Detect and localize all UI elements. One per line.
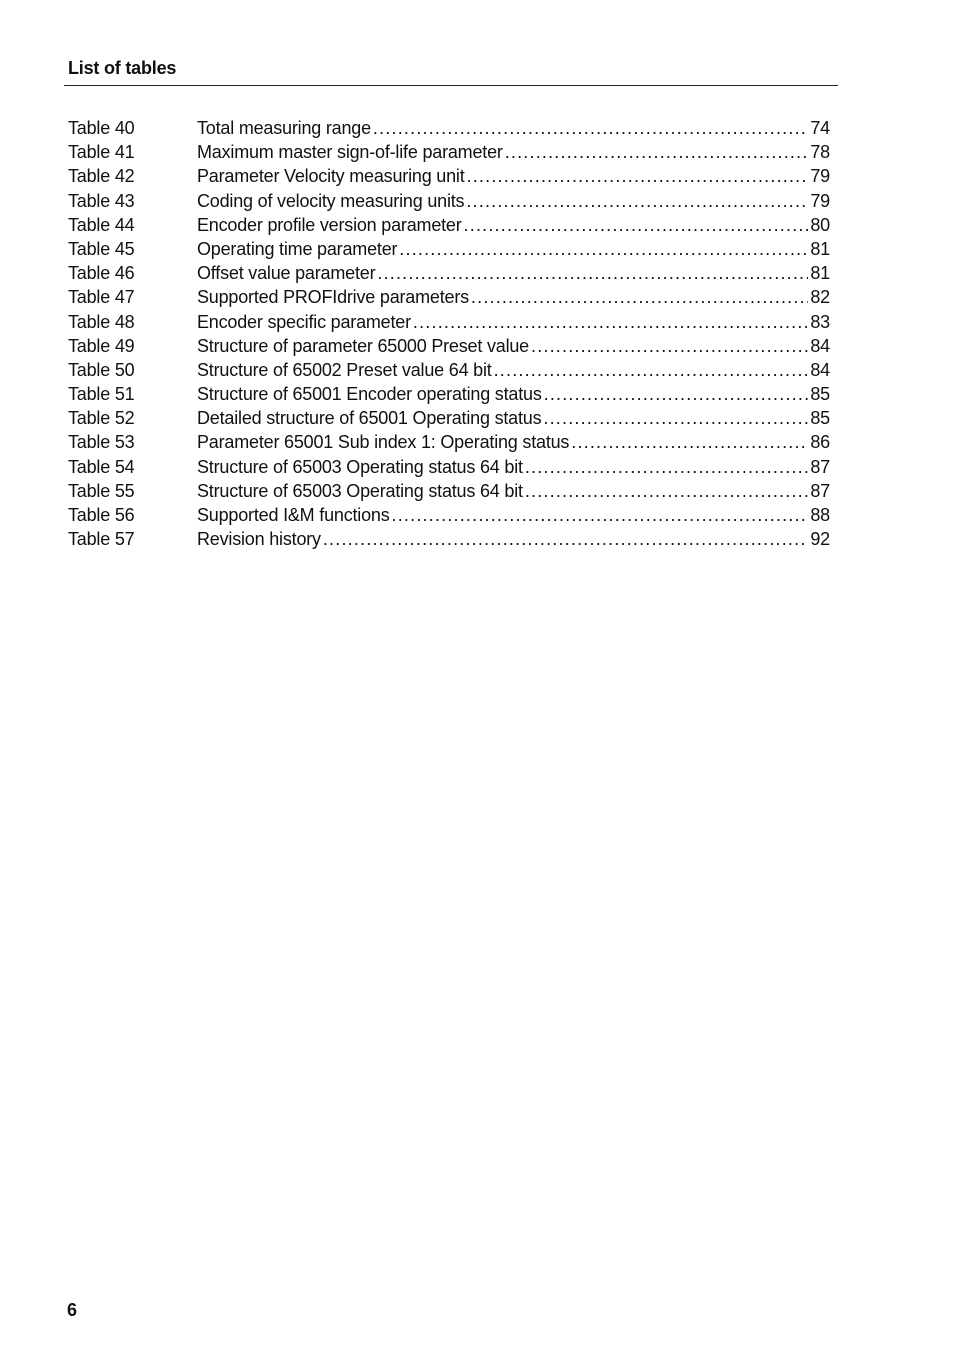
table-number: Table 55 [68, 480, 135, 501]
section-heading: List of tables [68, 58, 177, 78]
list-item[interactable] [68, 527, 830, 551]
dot-leader [464, 213, 808, 237]
table-number: Table 46 [68, 263, 135, 284]
table-title: Structure of 65003 Operating status 64 bit [197, 480, 523, 501]
dot-leader [494, 358, 808, 382]
list-item[interactable] [68, 310, 830, 334]
page-reference: 84 [810, 359, 830, 380]
page-reference: 86 [810, 432, 830, 453]
dot-leader [471, 285, 808, 309]
table-number: Table 45 [68, 238, 135, 259]
table-number: Table 51 [68, 384, 135, 405]
list-item[interactable] [68, 261, 830, 285]
list-item[interactable] [68, 503, 830, 527]
list-item[interactable] [68, 116, 830, 140]
list-item[interactable] [68, 406, 830, 430]
list-item[interactable] [68, 430, 830, 454]
table-title: Supported PROFIdrive parameters [197, 287, 469, 308]
table-list [68, 116, 830, 551]
dot-leader [466, 189, 808, 213]
list-item[interactable] [68, 334, 830, 358]
table-title: Total measuring range [197, 118, 371, 138]
table-number: Table 48 [68, 311, 135, 332]
table-number: Table 53 [68, 432, 135, 453]
table-title: Maximum master sign-of-life parameter [197, 142, 503, 163]
dot-leader [373, 116, 808, 140]
table-number: Table 54 [68, 456, 135, 477]
table-title: Structure of parameter 65000 Preset value [197, 335, 529, 356]
list-item[interactable] [68, 213, 830, 237]
page-number: 6 [67, 1300, 78, 1320]
page-reference: 84 [810, 335, 830, 356]
list-item[interactable] [68, 164, 830, 188]
table-title: Structure of 65002 Preset value 64 bit [197, 359, 492, 380]
table-title: Supported I&M functions [197, 505, 390, 525]
table-number: Table 52 [68, 408, 135, 429]
page-reference: 79 [810, 166, 830, 187]
dot-leader [544, 382, 808, 406]
page-reference: 87 [810, 456, 830, 477]
list-item[interactable] [68, 285, 830, 309]
table-title: Revision history [197, 529, 321, 550]
list-item[interactable] [68, 189, 830, 213]
list-item[interactable] [68, 358, 830, 382]
header-divider [64, 85, 838, 86]
table-title: Coding of velocity measuring units [197, 190, 465, 211]
table-number: Table 56 [68, 505, 135, 525]
list-item[interactable] [68, 237, 830, 261]
table-title: Operating time parameter [197, 238, 398, 259]
table-number: Table 44 [68, 214, 135, 235]
dot-leader [543, 406, 808, 430]
dot-leader [525, 455, 808, 479]
table-number: Table 42 [68, 166, 135, 187]
dot-leader [399, 237, 808, 261]
list-item[interactable] [68, 479, 830, 503]
dot-leader [392, 503, 808, 527]
list-item[interactable] [68, 455, 830, 479]
dot-leader [377, 261, 808, 285]
dot-leader [413, 310, 808, 334]
table-title: Offset value parameter [197, 263, 376, 284]
table-title: Structure of 65003 Operating status 64 bit [197, 456, 523, 477]
page-reference: 79 [810, 190, 830, 211]
table-number: Table 40 [68, 118, 135, 138]
dot-leader [525, 479, 808, 503]
page-reference: 85 [810, 408, 830, 429]
page-reference: 87 [810, 480, 830, 501]
table-number: Table 43 [68, 190, 135, 211]
dot-leader [323, 527, 808, 551]
dot-leader [531, 334, 808, 358]
page-reference: 81 [810, 238, 830, 259]
table-title: Parameter Velocity measuring unit [197, 166, 465, 187]
table-title: Detailed structure of 65001 Operating status [197, 408, 542, 429]
table-title: Encoder profile version parameter [197, 214, 462, 235]
list-item[interactable] [68, 140, 830, 164]
table-title: Structure of 65001 Encoder operating status [197, 384, 542, 405]
page-reference: 85 [810, 384, 830, 405]
page-reference: 92 [810, 529, 830, 550]
table-number: Table 50 [68, 359, 135, 380]
page-reference: 88 [810, 505, 830, 525]
dot-leader [505, 140, 808, 164]
table-number: Table 47 [68, 287, 135, 308]
list-item[interactable] [68, 382, 830, 406]
dot-leader [571, 430, 808, 454]
page-reference: 78 [810, 142, 830, 163]
table-number: Table 57 [68, 529, 135, 550]
dot-leader [467, 164, 808, 188]
page-reference: 74 [810, 118, 830, 138]
table-title: Parameter 65001 Sub index 1: Operating status [197, 432, 570, 453]
page-reference: 80 [810, 214, 830, 235]
table-number: Table 41 [68, 142, 135, 163]
page-reference: 83 [810, 311, 830, 332]
table-title: Encoder specific parameter [197, 311, 411, 332]
table-number: Table 49 [68, 335, 135, 356]
page-reference: 81 [810, 263, 830, 284]
page-reference: 82 [810, 287, 830, 308]
